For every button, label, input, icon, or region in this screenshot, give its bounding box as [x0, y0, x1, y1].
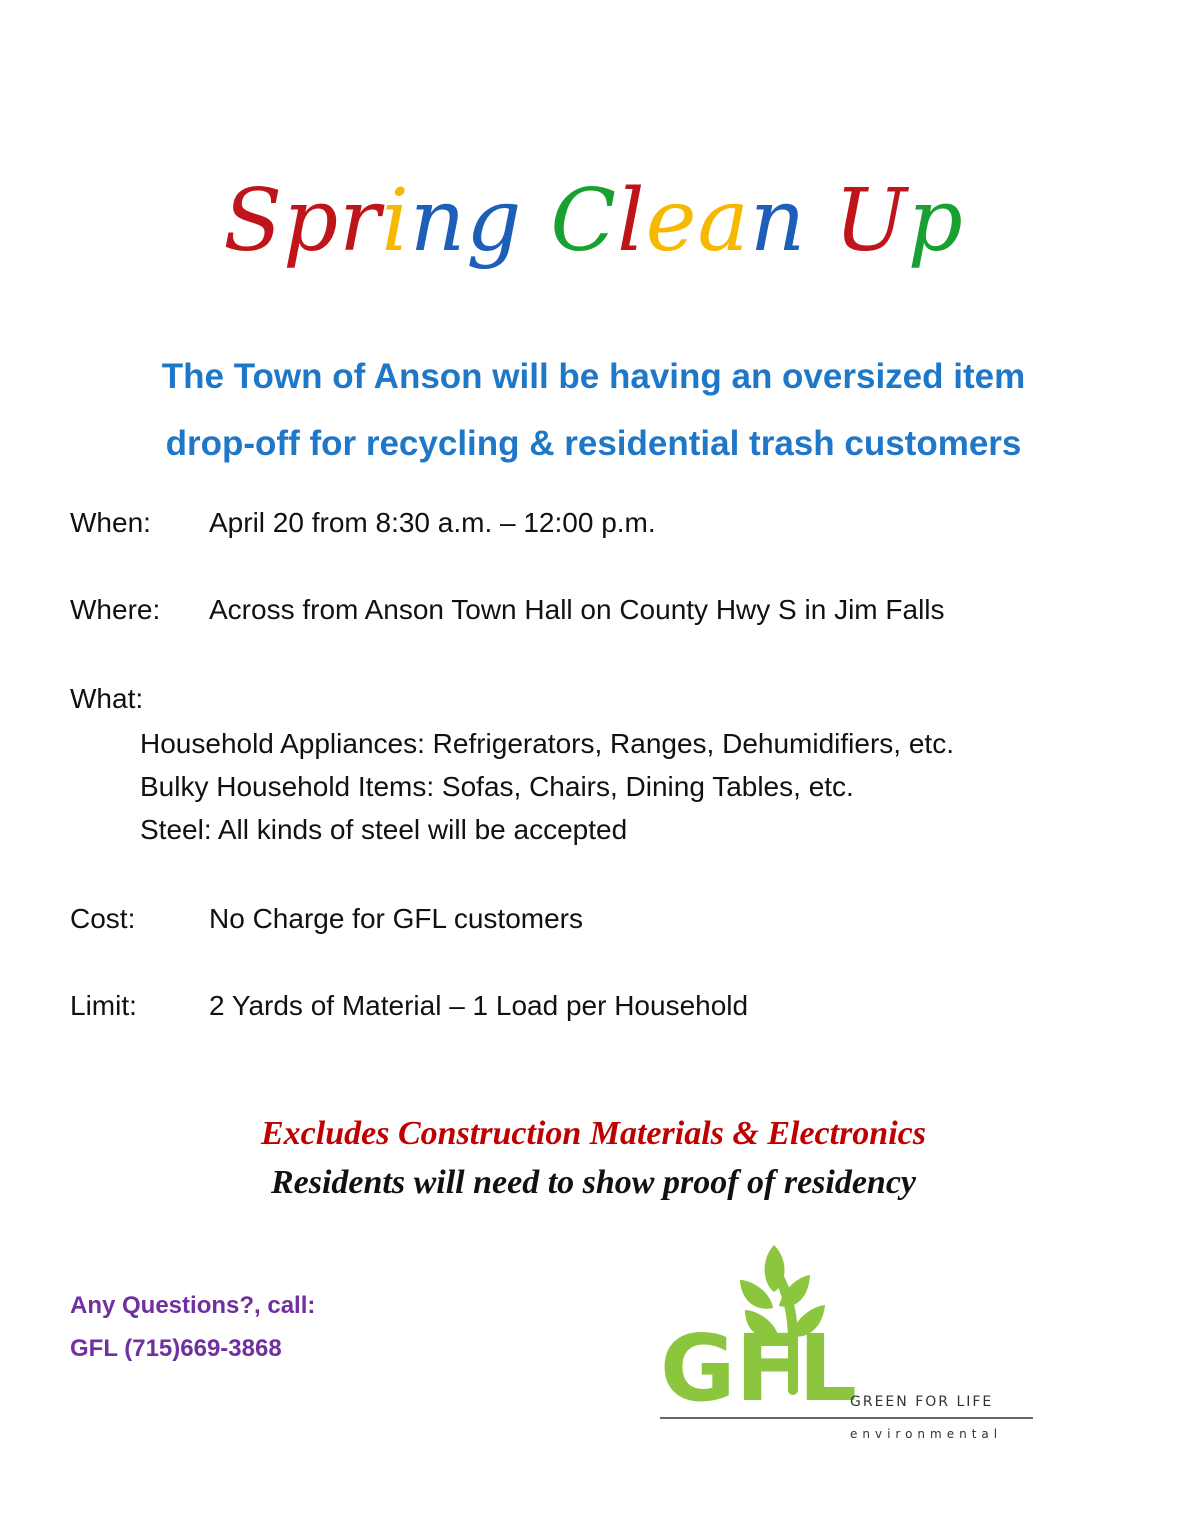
- gfl-logo-graphic: [655, 1240, 1045, 1450]
- title-letter: C: [550, 171, 618, 271]
- when-label: When:: [70, 507, 151, 538]
- title-letter: r: [339, 171, 382, 271]
- cost-value: No Charge for GFL customers: [209, 903, 583, 934]
- where-value: Across from Anson Town Hall on County Hwy S in Jim Falls: [209, 594, 945, 625]
- logo-tagline: GREEN FOR LIFE: [850, 1394, 994, 1410]
- subtitle-line-2: drop-off for recycling & residential trash customers: [165, 424, 1022, 463]
- limit-value: 2 Yards of Material – 1 Load per Household: [209, 990, 749, 1021]
- logo-letters: GFL: [660, 1315, 857, 1422]
- subtitle: [0, 343, 1187, 477]
- what-row: [70, 679, 209, 719]
- what-item-appliances: Household Appliances: Refrigerators, Ranges, Dehumidifiers, etc.: [140, 728, 954, 759]
- what-item-steel: Steel: All kinds of steel will be accepted: [140, 814, 628, 845]
- cost-label: Cost:: [70, 903, 136, 934]
- title-letter: e: [645, 171, 698, 271]
- poster-title: [0, 166, 1187, 276]
- title-letter: i: [381, 171, 410, 271]
- logo-subline: environmental: [850, 1427, 1003, 1441]
- excludes-note: Excludes Construction Materials & Electronics: [261, 1115, 926, 1152]
- what-label: What:: [70, 683, 144, 714]
- title-letter: n: [749, 171, 807, 271]
- title-letter: [806, 166, 834, 276]
- subtitle-line-1: The Town of Anson will be having an oversized item: [161, 357, 1026, 396]
- contact-question: Any Questions?, call:: [70, 1292, 316, 1319]
- when-row: [70, 503, 656, 543]
- limit-label: Limit:: [70, 990, 137, 1021]
- title-letter: p: [283, 171, 340, 271]
- gfl-logo: [655, 1240, 1045, 1450]
- title-letter: p: [907, 171, 964, 271]
- where-label: Where:: [70, 594, 161, 625]
- contact-phone: GFL (715)669-3868: [70, 1335, 282, 1362]
- title-letter: S: [223, 171, 284, 271]
- title-letter: a: [697, 171, 750, 271]
- cost-row: [70, 899, 583, 939]
- title-letter: g: [466, 171, 523, 271]
- residency-note: Residents will need to show proof of residency: [270, 1164, 917, 1201]
- title-letter: U: [834, 171, 908, 271]
- limit-row: [70, 986, 748, 1026]
- title-letter: [522, 166, 550, 276]
- title-letter: l: [617, 171, 646, 271]
- title-letter: n: [409, 171, 467, 271]
- when-value: April 20 from 8:30 a.m. – 12:00 p.m.: [209, 507, 656, 538]
- what-item-bulky: Bulky Household Items: Sofas, Chairs, Dining Tables, etc.: [140, 771, 854, 802]
- where-row: [70, 590, 945, 630]
